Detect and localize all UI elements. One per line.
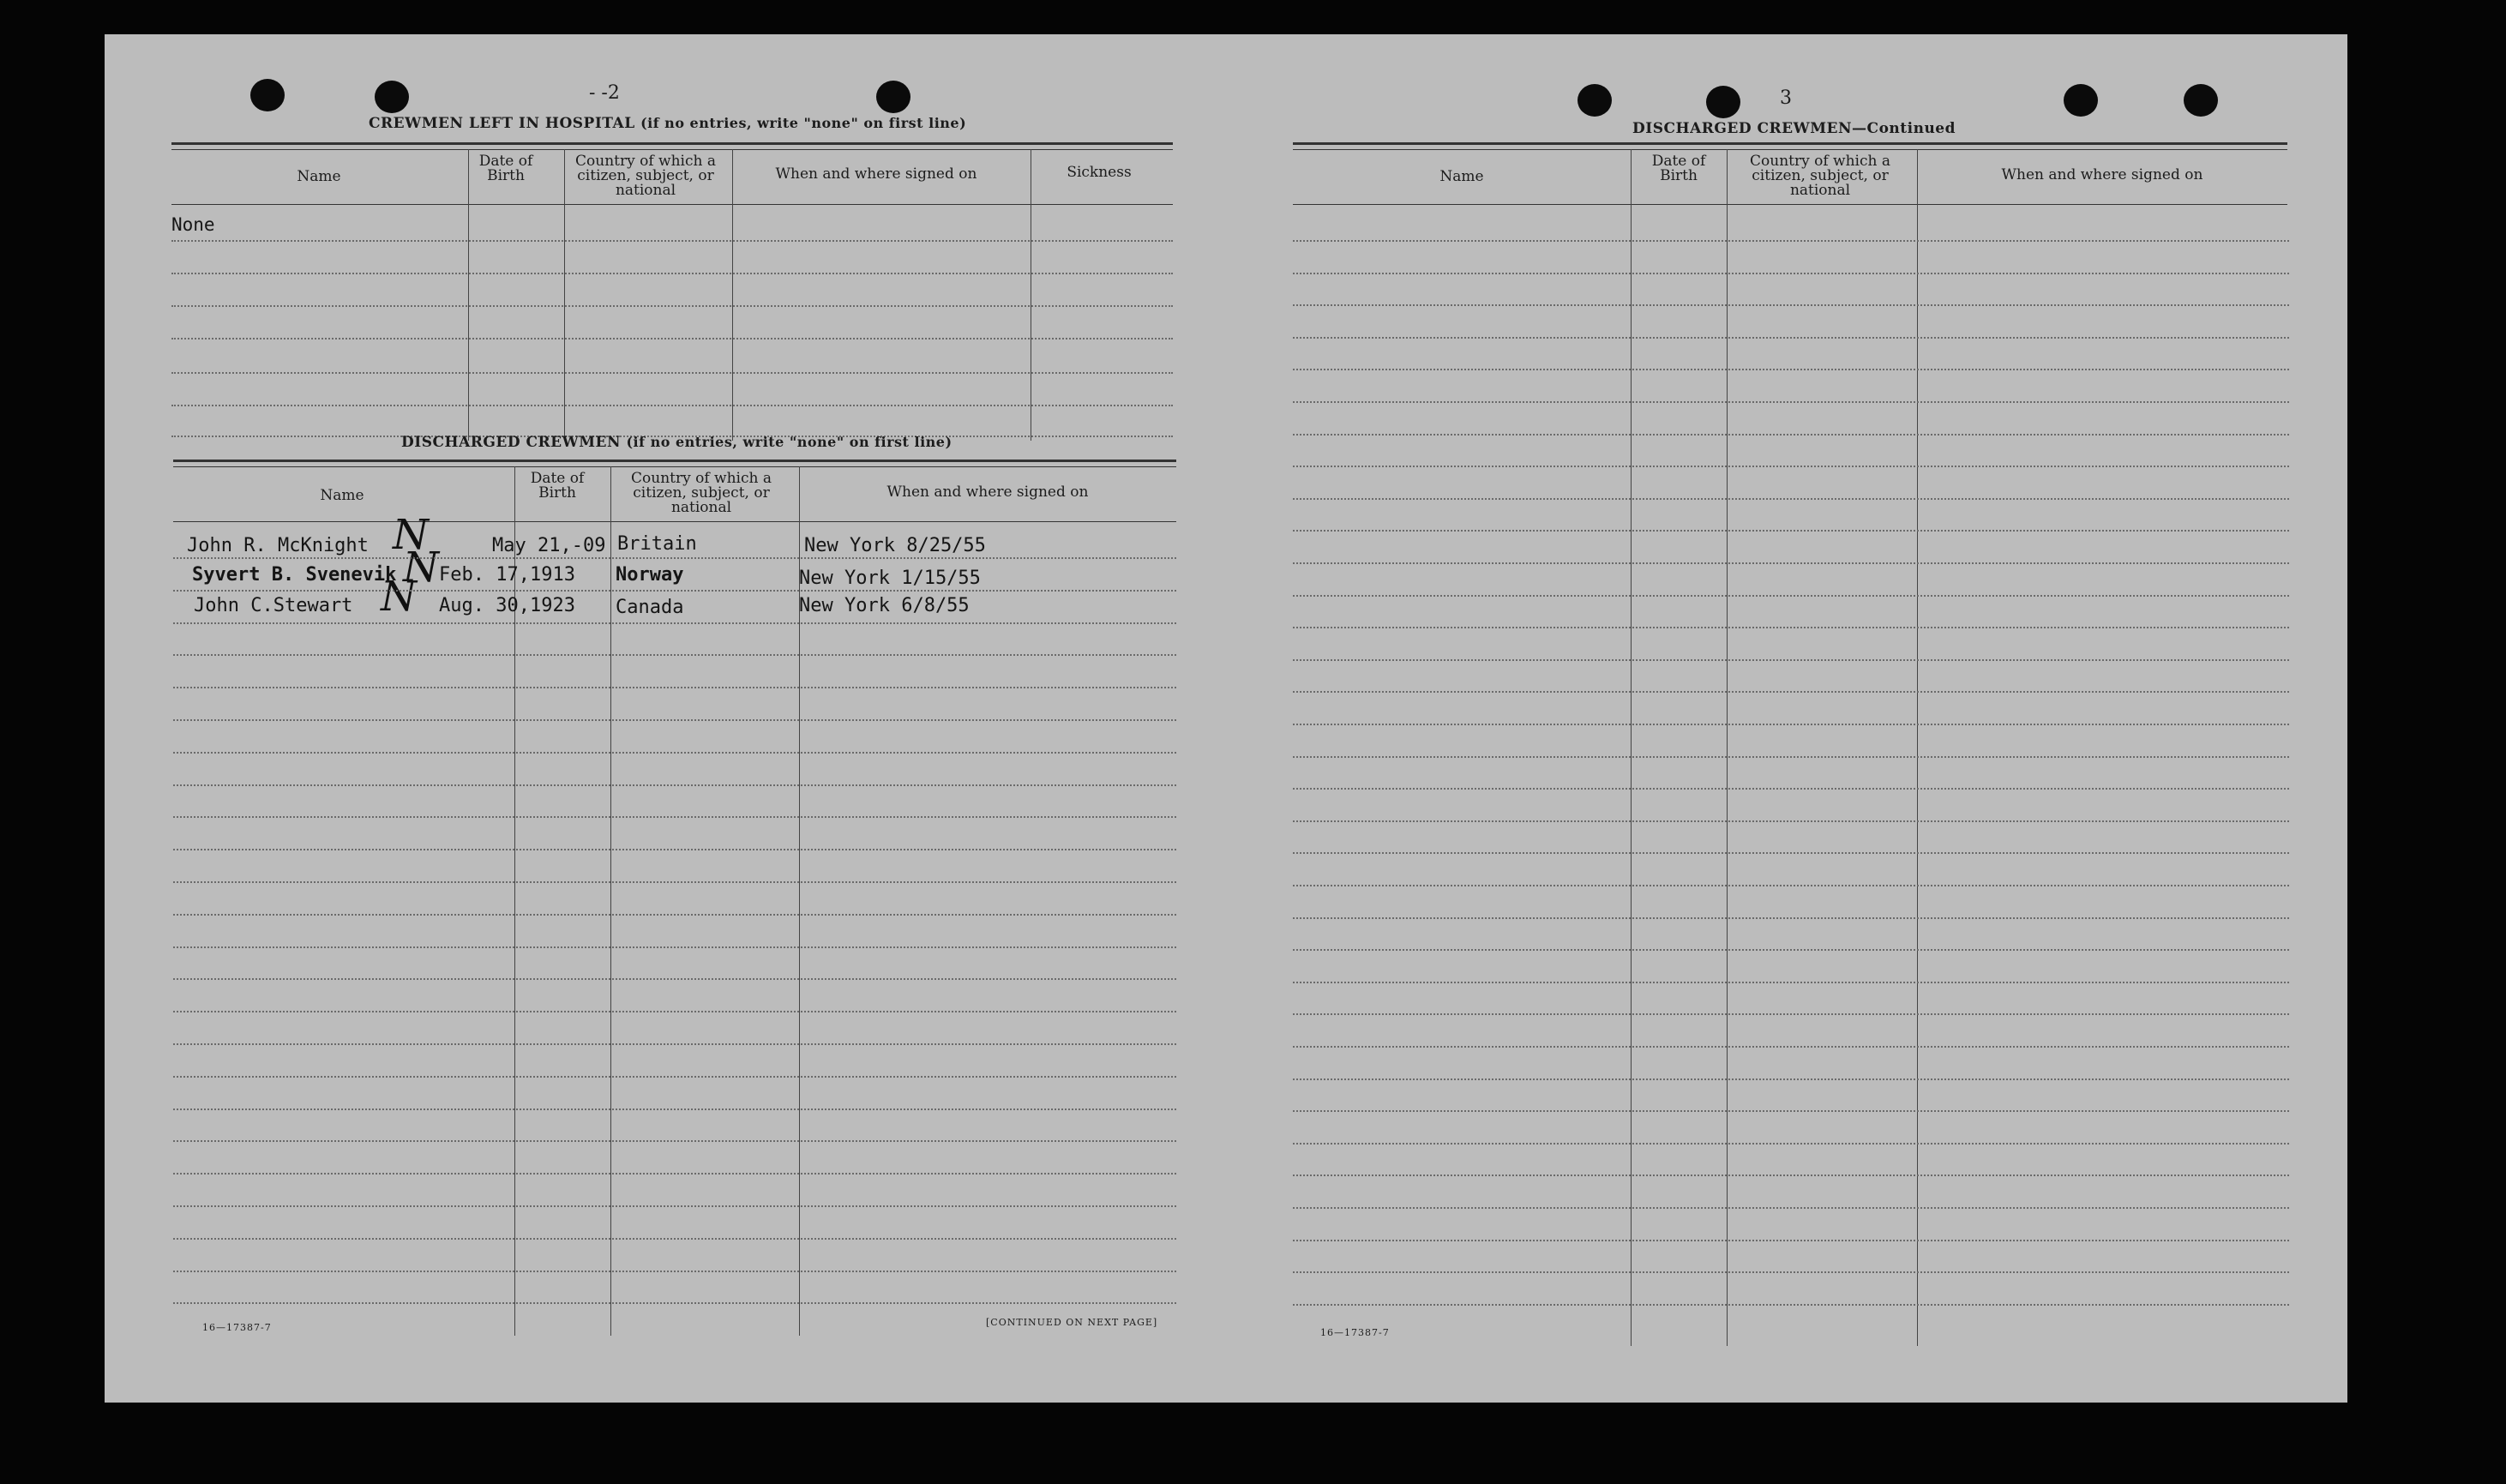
column-header-name: Name bbox=[297, 168, 341, 185]
column-header-name: Name bbox=[1439, 168, 1484, 185]
entry-line bbox=[173, 881, 1176, 883]
table-rule bbox=[1293, 149, 2287, 150]
table-rule bbox=[173, 466, 1176, 467]
column-header-dob: Date of Birth bbox=[1651, 153, 1706, 184]
discharged-title-text: DISCHARGED CREWMEN bbox=[401, 434, 622, 451]
punch-hole bbox=[250, 79, 285, 111]
entry-line bbox=[1293, 1240, 2289, 1241]
column-divider bbox=[1727, 149, 1728, 1346]
column-header-sickness: Sickness bbox=[1067, 164, 1132, 181]
header-rule bbox=[173, 521, 1176, 522]
crewman-country: Britain bbox=[617, 533, 697, 555]
form-code: 16—17387-7 bbox=[202, 1322, 272, 1333]
checkmark: N bbox=[393, 511, 429, 559]
entry-line bbox=[173, 1302, 1176, 1304]
entry-line bbox=[1293, 562, 2289, 564]
hospital-first-entry: None bbox=[171, 214, 215, 235]
discharged-continued-title: DISCHARGED CREWMEN—Continued bbox=[1632, 120, 1956, 137]
form-code: 16—17387-7 bbox=[1320, 1327, 1390, 1338]
entry-line bbox=[1293, 369, 2289, 370]
hospital-title-text: CREWMEN LEFT IN HOSPITAL bbox=[369, 115, 635, 132]
entry-line bbox=[173, 816, 1176, 818]
entry-line bbox=[173, 1076, 1176, 1078]
entry-line bbox=[1293, 852, 2289, 854]
punch-hole bbox=[2184, 84, 2218, 117]
column-divider bbox=[468, 149, 469, 441]
entry-line bbox=[1293, 756, 2289, 758]
hospital-title-note: (if no entries, write "none" on first line) bbox=[640, 115, 967, 131]
entry-line bbox=[1293, 1304, 2289, 1306]
entry-line bbox=[171, 273, 1173, 274]
column-header-country: Country of which a citizen, subject, or national bbox=[631, 470, 772, 516]
entry-line bbox=[1293, 1078, 2289, 1080]
entry-line bbox=[173, 687, 1176, 688]
entry-line bbox=[1293, 982, 2289, 983]
column-header-signed-on: When and where signed on bbox=[2001, 166, 2203, 183]
entry-line bbox=[173, 654, 1176, 656]
entry-line bbox=[173, 1043, 1176, 1045]
crewman-signed-on: New York 6/8/55 bbox=[799, 595, 970, 616]
entry-line bbox=[1293, 1271, 2289, 1273]
hospital-section-title bbox=[369, 115, 966, 132]
column-divider bbox=[1917, 149, 1918, 1346]
entry-line bbox=[1293, 466, 2289, 467]
entry-line bbox=[171, 305, 1173, 307]
entry-line bbox=[173, 1108, 1176, 1110]
entry-line bbox=[1293, 1143, 2289, 1145]
entry-line bbox=[173, 978, 1176, 980]
punch-hole bbox=[2064, 84, 2098, 117]
document-sheet bbox=[105, 34, 2347, 1403]
crewman-signed-on: New York 1/15/55 bbox=[799, 568, 981, 589]
entry-line bbox=[1293, 498, 2289, 500]
entry-line bbox=[1293, 820, 2289, 822]
entry-line bbox=[173, 1173, 1176, 1175]
crewman-dob: May 21,-09 bbox=[492, 535, 606, 556]
column-header-country: Country of which a citizen, subject, or national bbox=[1750, 153, 1890, 199]
crewman-name: Syvert B. Svenevik bbox=[192, 564, 397, 586]
entry-line bbox=[173, 784, 1176, 786]
entry-line bbox=[173, 557, 1176, 559]
column-header-name: Name bbox=[320, 487, 364, 504]
crewman-country: Norway bbox=[616, 564, 684, 586]
column-divider bbox=[1631, 149, 1632, 1346]
entry-line bbox=[173, 1238, 1176, 1240]
entry-line bbox=[173, 946, 1176, 948]
crewman-country: Canada bbox=[616, 597, 684, 618]
entry-line bbox=[173, 849, 1176, 850]
continued-note: [CONTINUED ON NEXT PAGE] bbox=[986, 1317, 1158, 1328]
entry-line bbox=[1293, 917, 2289, 919]
column-header-country: Country of which a citizen, subject, or national bbox=[575, 153, 716, 199]
entry-line bbox=[1293, 1046, 2289, 1048]
crewman-signed-on: New York 8/25/55 bbox=[804, 535, 986, 556]
entry-line bbox=[1293, 595, 2289, 597]
column-divider bbox=[564, 149, 565, 441]
entry-line bbox=[171, 240, 1173, 242]
entry-line bbox=[1293, 304, 2289, 306]
header-rule bbox=[1293, 204, 2287, 205]
entry-line bbox=[173, 590, 1176, 592]
crewman-name: John C.Stewart bbox=[194, 595, 353, 616]
entry-line bbox=[1293, 1207, 2289, 1209]
discharged-section-title bbox=[401, 434, 953, 451]
column-divider bbox=[732, 149, 733, 441]
entry-line bbox=[171, 338, 1173, 339]
punch-hole bbox=[1578, 84, 1612, 117]
entry-line bbox=[1293, 949, 2289, 951]
discharged-title-note: (if no entries, write "none" on first line) bbox=[626, 434, 953, 450]
entry-line bbox=[1293, 273, 2289, 274]
entry-line bbox=[1293, 337, 2289, 339]
page-number: - -2 bbox=[589, 82, 620, 104]
entry-line bbox=[173, 752, 1176, 754]
entry-line bbox=[1293, 885, 2289, 886]
crewman-dob: Aug. 30,1923 bbox=[439, 595, 575, 616]
entry-line bbox=[1293, 240, 2289, 242]
entry-line bbox=[173, 1011, 1176, 1012]
entry-line bbox=[173, 1205, 1176, 1207]
page-number: 3 bbox=[1780, 87, 1792, 109]
entry-line bbox=[1293, 401, 2289, 403]
crewman-name: John R. McKnight bbox=[187, 535, 369, 556]
checkmark: N bbox=[381, 573, 417, 621]
header-rule bbox=[171, 204, 1173, 205]
column-header-signed-on: When and where signed on bbox=[775, 165, 977, 183]
entry-line bbox=[1293, 788, 2289, 790]
entry-line bbox=[1293, 1175, 2289, 1176]
punch-hole bbox=[375, 81, 409, 113]
punch-hole bbox=[1706, 86, 1740, 118]
entry-line bbox=[173, 914, 1176, 916]
table-rule bbox=[173, 460, 1176, 462]
entry-line bbox=[1293, 1013, 2289, 1015]
table-rule bbox=[171, 142, 1173, 145]
entry-line bbox=[173, 1140, 1176, 1142]
entry-line bbox=[1293, 659, 2289, 661]
column-header-signed-on: When and where signed on bbox=[886, 484, 1089, 501]
entry-line bbox=[1293, 530, 2289, 532]
table-rule bbox=[1293, 142, 2287, 145]
entry-line bbox=[171, 372, 1173, 374]
entry-line bbox=[1293, 691, 2289, 693]
checkmark: N bbox=[403, 544, 439, 592]
entry-line bbox=[1293, 434, 2289, 436]
entry-line bbox=[1293, 627, 2289, 628]
column-header-dob: Date of Birth bbox=[530, 470, 585, 502]
table-rule bbox=[171, 149, 1173, 150]
entry-line bbox=[173, 719, 1176, 721]
column-header-dob: Date of Birth bbox=[478, 153, 533, 184]
entry-line bbox=[171, 405, 1173, 406]
crewman-dob: Feb. 17,1913 bbox=[439, 564, 575, 586]
entry-line bbox=[1293, 1110, 2289, 1112]
entry-line bbox=[173, 622, 1176, 624]
punch-hole bbox=[876, 81, 910, 113]
entry-line bbox=[1293, 724, 2289, 725]
entry-line bbox=[173, 1271, 1176, 1272]
